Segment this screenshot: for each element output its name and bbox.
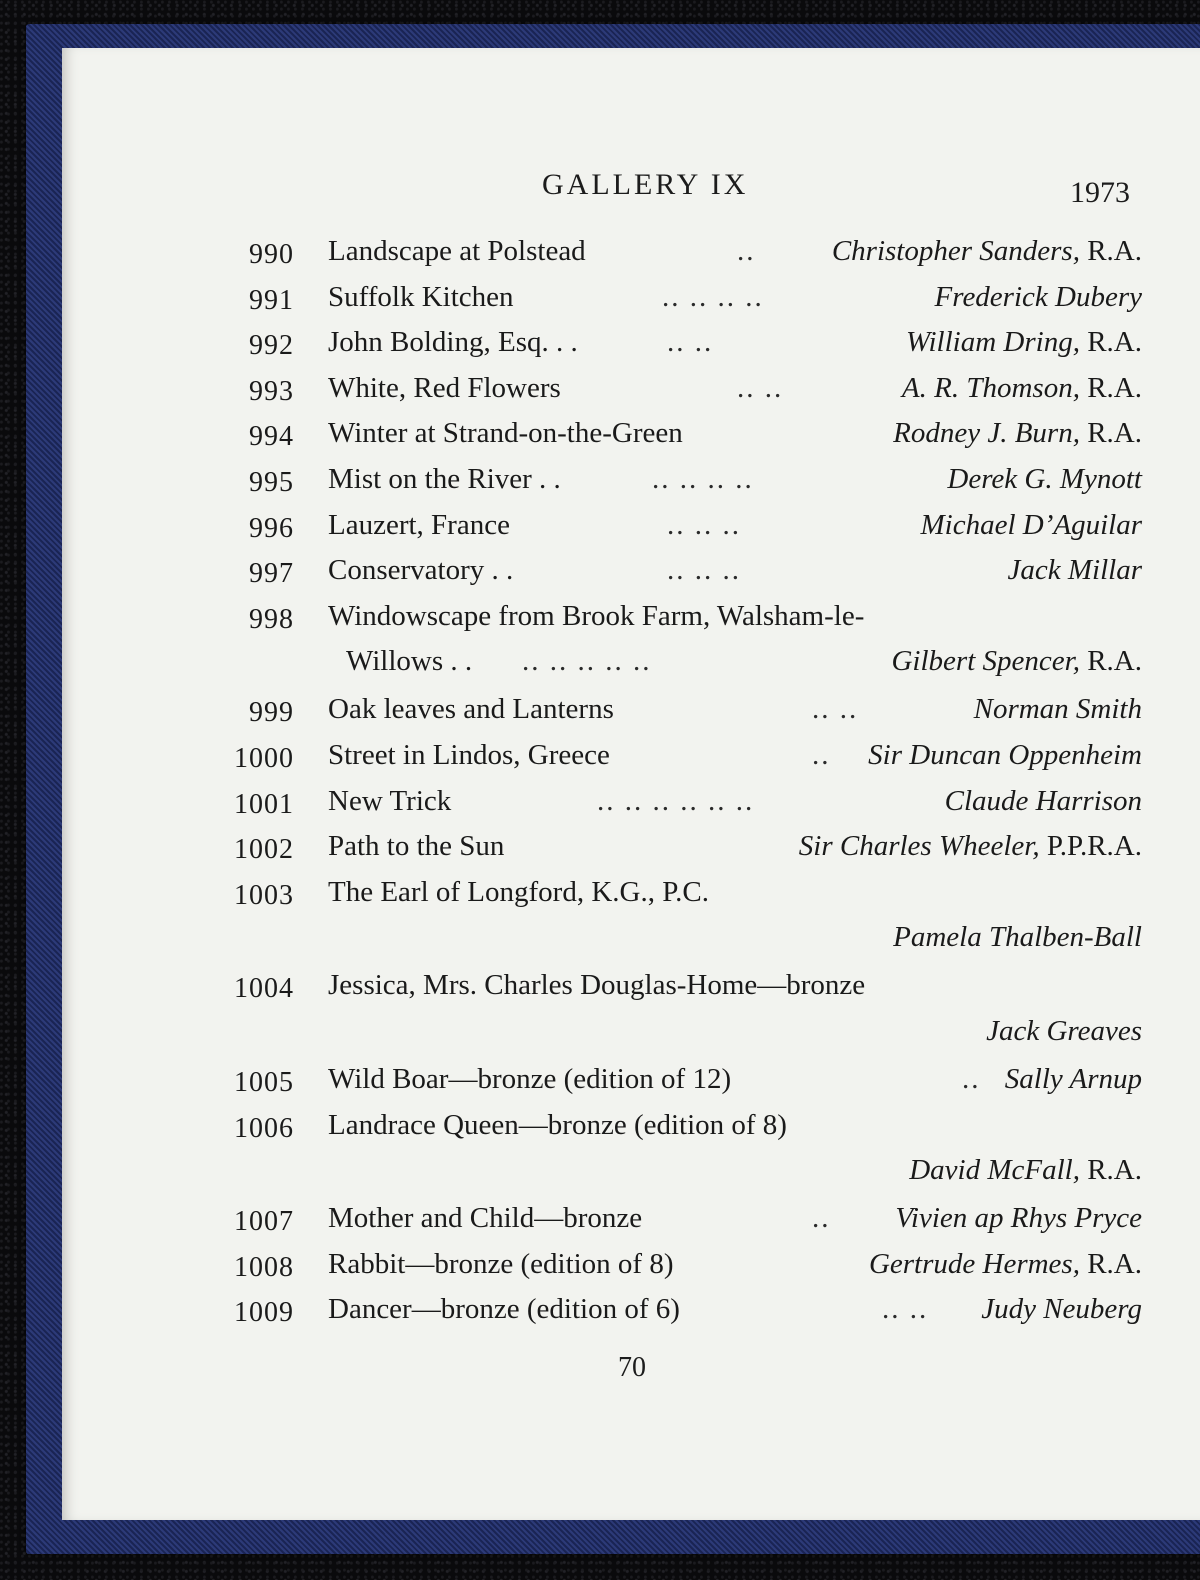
entry-artist: [935, 281, 1142, 314]
entry-line: [222, 1198, 1142, 1244]
leader-dots: ..: [812, 738, 831, 771]
artwork-title: Wild Boar—bronze (edition of 12): [328, 1062, 732, 1095]
artwork-title: Suffolk Kitchen: [328, 280, 514, 313]
catalogue-number: 1002: [234, 834, 294, 866]
artwork-title: Dancer—bronze (edition of 6): [328, 1293, 680, 1326]
catalogue-entry: [222, 735, 1142, 781]
artwork-title: Landrace Queen—bronze (edition of 8): [328, 1108, 787, 1141]
artist-honours: R.A.: [1087, 645, 1142, 678]
leader-dots: ..: [737, 235, 756, 267]
entry-line: [222, 231, 1142, 277]
entry-artist: [974, 693, 1142, 726]
catalogue-number: 999: [249, 697, 294, 729]
artist-name: Michael D’Aguilar: [920, 508, 1142, 541]
catalogue-number: 996: [249, 512, 294, 544]
artwork-title: Winter at Strand-on-the-Green: [328, 417, 683, 450]
catalogue-number: 997: [249, 558, 294, 590]
catalogue-entry: [222, 1244, 1142, 1290]
entry-artist: [906, 326, 1142, 359]
catalogue-entry: [222, 368, 1142, 414]
artist-name: Sir Duncan Oppenheim: [868, 738, 1142, 771]
artist-name: Jack Greaves: [986, 1014, 1142, 1047]
leader-dots: .. .. ..: [667, 508, 741, 541]
artwork-title: Mother and Child—bronze: [328, 1202, 643, 1235]
catalogue-number: 992: [249, 330, 294, 362]
catalogue-number: 993: [249, 375, 294, 407]
entry-artist: [868, 739, 1142, 772]
leader-dots: .. ..: [812, 693, 859, 726]
catalogue-number: 1003: [234, 879, 294, 911]
catalogue-entry: [222, 1105, 1142, 1199]
entry-artist: [902, 372, 1142, 405]
entry-artist: [1008, 554, 1142, 587]
entry-artist: [1005, 1063, 1142, 1096]
leader-dots: .. ..: [737, 371, 784, 404]
artwork-title: Oak leaves and Lanterns: [328, 693, 614, 726]
catalogue-entry: [222, 596, 1142, 690]
catalogue-number: 1007: [234, 1206, 294, 1238]
catalogue-entry: [222, 1198, 1142, 1244]
artist-name: William Dring,: [905, 326, 1080, 359]
entry-line: [222, 826, 1142, 872]
entry-artist: [893, 417, 1142, 450]
artist-name: Norman Smith: [973, 693, 1142, 726]
entry-line: [222, 1059, 1142, 1105]
artist-honours: R.A.: [1087, 1247, 1142, 1280]
page-number: 70: [618, 1352, 646, 1383]
catalogue-entry: [222, 550, 1142, 596]
catalogue-number: 1006: [234, 1112, 294, 1144]
catalogue-entry: [222, 689, 1142, 735]
entry-line: [222, 917, 1142, 965]
artist-name: Vivien ap Rhys Pryce: [895, 1202, 1142, 1235]
year-label: 1973: [1070, 176, 1130, 209]
artist-name: David McFall,: [909, 1154, 1080, 1187]
entry-artist: [947, 463, 1142, 496]
entry-line: [222, 550, 1142, 596]
catalogue-number: 991: [249, 284, 294, 316]
entry-line: [222, 641, 1142, 689]
catalogue-number: 998: [249, 603, 294, 635]
catalogue-entry: [222, 781, 1142, 827]
artwork-title: Street in Lindos, Greece: [328, 738, 610, 771]
entry-line: [222, 596, 1142, 642]
catalogue-number: 994: [249, 421, 294, 453]
artist-name: Sir Charles Wheeler,: [798, 830, 1040, 863]
artist-honours: R.A.: [1087, 1154, 1142, 1187]
artist-name: Christopher Sanders,: [831, 235, 1080, 267]
gallery-title: GALLERY IX: [542, 168, 749, 201]
artwork-title: Jessica, Mrs. Charles Douglas-Home—bronze: [328, 969, 866, 1002]
artwork-title: Landscape at Polstead: [328, 235, 586, 267]
artwork-title: New Trick: [328, 784, 452, 817]
leader-dots: ..: [812, 1202, 831, 1235]
leader-dots: .. .. .. ..: [662, 280, 764, 313]
catalogue-entry: [222, 505, 1142, 551]
artist-name: Derek G. Mynott: [947, 462, 1142, 495]
artwork-title: White, Red Flowers: [328, 371, 561, 404]
artwork-title: Lauzert, France: [328, 508, 510, 541]
artwork-title: Windowscape from Brook Farm, Walsham-le-: [328, 599, 865, 632]
entry-line: [222, 413, 1142, 459]
entry-line: [222, 735, 1142, 781]
catalogue-page: [62, 48, 1200, 1520]
catalogue-number: 1000: [234, 742, 294, 774]
entry-artist: [986, 1015, 1142, 1048]
catalogue-number: 1009: [234, 1297, 294, 1329]
leader-dots: .. .. ..: [667, 554, 741, 587]
artwork-title: Conservatory . .: [328, 554, 514, 587]
entry-line: [222, 322, 1142, 368]
entry-line: [222, 1105, 1142, 1151]
artist-name: Pamela Thalben-Ball: [893, 921, 1142, 954]
catalogue-number: 1004: [234, 973, 294, 1005]
entry-line: [222, 1289, 1142, 1335]
catalogue-entry: [222, 459, 1142, 505]
artist-honours: P.P.R.A.: [1046, 830, 1142, 863]
artwork-title: The Earl of Longford, K.G., P.C.: [328, 875, 709, 908]
catalogue-entry: [222, 1059, 1142, 1105]
entry-line: [222, 277, 1142, 323]
catalogue-entries: [222, 231, 1142, 1335]
catalogue-number: 990: [249, 239, 294, 270]
leader-dots: .. .. .. .. ..: [522, 645, 652, 678]
page-header: [62, 168, 1200, 218]
leader-dots: .. .. .. ..: [652, 462, 754, 495]
entry-artist: [909, 1154, 1142, 1187]
leader-dots: .. ..: [667, 326, 714, 359]
entry-artist: [869, 1248, 1142, 1281]
entry-artist: [981, 1293, 1142, 1326]
entry-artist: [921, 509, 1142, 542]
entry-line: [222, 459, 1142, 505]
catalogue-entry: [222, 413, 1142, 459]
catalogue-number: 1008: [234, 1251, 294, 1283]
catalogue-entry: [222, 277, 1142, 323]
entry-line: [222, 1150, 1142, 1198]
artist-name: Frederick Dubery: [934, 280, 1142, 313]
entry-artist: [891, 645, 1142, 678]
artist-name: Rodney J. Burn,: [893, 417, 1080, 450]
artwork-title-continued: Willows . .: [346, 645, 473, 678]
entry-line: [222, 689, 1142, 735]
artist-honours: R.A.: [1087, 371, 1142, 404]
artwork-title: Mist on the River . .: [328, 462, 561, 495]
entry-line: [222, 872, 1142, 918]
catalogue-entry: [222, 872, 1142, 966]
leader-dots: .. .. .. .. .. ..: [597, 784, 755, 817]
entry-artist: [895, 1202, 1142, 1235]
entry-line: [222, 1011, 1142, 1059]
entry-artist: [832, 235, 1142, 268]
catalogue-entry: [222, 1289, 1142, 1335]
artist-honours: R.A.: [1087, 326, 1142, 359]
catalogue-number: 1005: [234, 1066, 294, 1098]
entry-artist: [945, 785, 1142, 818]
artwork-title: Rabbit—bronze (edition of 8): [328, 1247, 674, 1280]
artwork-title: John Bolding, Esq. . .: [328, 326, 578, 359]
artist-name: Judy Neuberg: [981, 1293, 1142, 1326]
catalogue-entry: [222, 965, 1142, 1059]
entry-line: [222, 505, 1142, 551]
artist-name: Gertrude Hermes,: [868, 1247, 1080, 1280]
artist-name: Claude Harrison: [944, 784, 1142, 817]
artist-name: A. R. Thomson,: [901, 371, 1080, 404]
catalogue-entry: [222, 826, 1142, 872]
artwork-title: Path to the Sun: [328, 830, 505, 863]
entry-line: [222, 965, 1142, 1011]
catalogue-entry: [222, 322, 1142, 368]
artist-name: Gilbert Spencer,: [891, 645, 1080, 678]
entry-artist: [893, 921, 1142, 954]
catalogue-number: 1001: [234, 788, 294, 820]
catalogue-entry: [222, 231, 1142, 277]
artist-honours: R.A.: [1087, 235, 1142, 267]
entry-line: [222, 368, 1142, 414]
artist-honours: R.A.: [1087, 417, 1142, 450]
leader-dots: ..: [962, 1062, 981, 1095]
entry-line: [222, 1244, 1142, 1290]
artist-name: Sally Arnup: [1004, 1062, 1142, 1095]
entry-line: [222, 781, 1142, 827]
entry-artist: [799, 830, 1142, 863]
artist-name: Jack Millar: [1007, 554, 1142, 587]
catalogue-number: 995: [249, 466, 294, 498]
leader-dots: .. ..: [882, 1293, 929, 1326]
